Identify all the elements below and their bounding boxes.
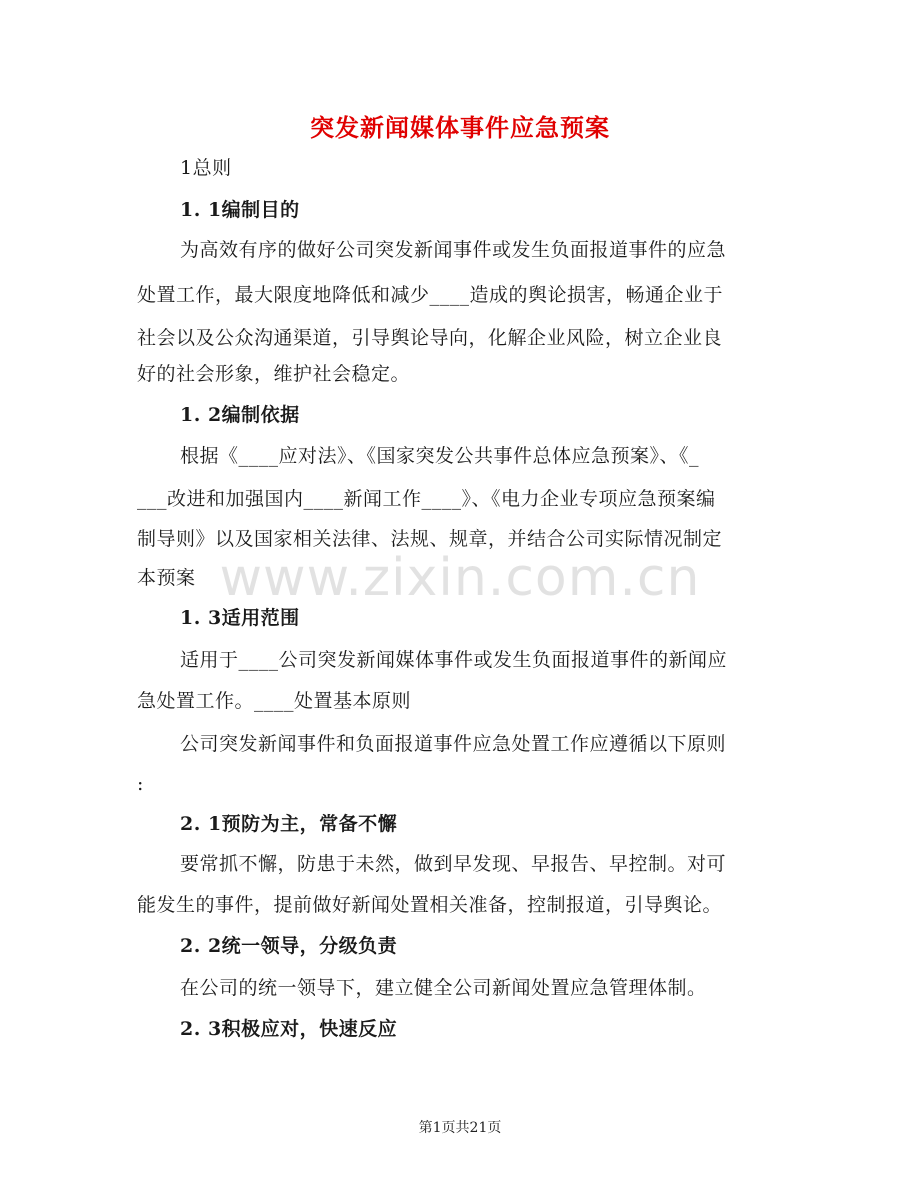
paragraph-line: 适用于____公司突发新闻媒体事件或发生负面报道事件的新闻应 <box>180 649 728 671</box>
watermark: www.zixin.com.cn <box>219 548 701 608</box>
subsection-heading: 2. 3积极应对，快速反应 <box>180 1018 398 1040</box>
section-heading: 1总则 <box>180 157 232 179</box>
paragraph-line: 根据《____应对法》、《国家突发公共事件总体应急预案》、《_ <box>180 445 700 467</box>
document-title: 突发新闻媒体事件应急预案 <box>310 113 610 142</box>
subsection-heading: 1. 2编制依据 <box>180 404 300 426</box>
paragraph-line: 要常抓不懈，防患于未然，做到早发现、早报告、早控制。对可 <box>180 853 727 875</box>
paragraph-line: 处置工作，最大限度地降低和减少____造成的舆论损害，畅通企业于 <box>137 284 724 306</box>
subsection-heading: 2. 2统一领导，分级负责 <box>180 935 398 957</box>
paragraph-line: 本预案 <box>137 567 196 589</box>
subsection-heading: 2. 1预防为主，常备不懈 <box>180 813 398 835</box>
paragraph-line: 能发生的事件，提前做好新闻处置相关准备，控制报道，引导舆论。 <box>137 894 723 916</box>
subsection-heading: 1. 1编制目的 <box>180 199 300 221</box>
paragraph-line: 公司突发新闻事件和负面报道事件应急处置工作应遵循以下原则 <box>180 733 727 755</box>
paragraph-line: 在公司的统一领导下，建立健全公司新闻处置应急管理体制。 <box>180 977 707 999</box>
page-footer: 第1页共21页 <box>418 1120 502 1136</box>
subsection-heading: 1. 3适用范围 <box>180 607 300 629</box>
paragraph-line: 为高效有序的做好公司突发新闻事件或发生负面报道事件的应急 <box>180 239 727 261</box>
paragraph-line: 好的社会形象，维护社会稳定。 <box>137 363 411 385</box>
paragraph-line: 社会以及公众沟通渠道，引导舆论导向，化解企业风险，树立企业良 <box>137 327 723 349</box>
paragraph-line: : <box>137 773 144 795</box>
paragraph-line: ___改进和加强国内____新闻工作____》、《电力企业专项应急预案编 <box>137 488 716 510</box>
paragraph-line: 制导则》以及国家相关法律、法规、规章，并结合公司实际情况制定 <box>137 528 723 550</box>
paragraph-line: 急处置工作。____处置基本原则 <box>137 690 412 712</box>
